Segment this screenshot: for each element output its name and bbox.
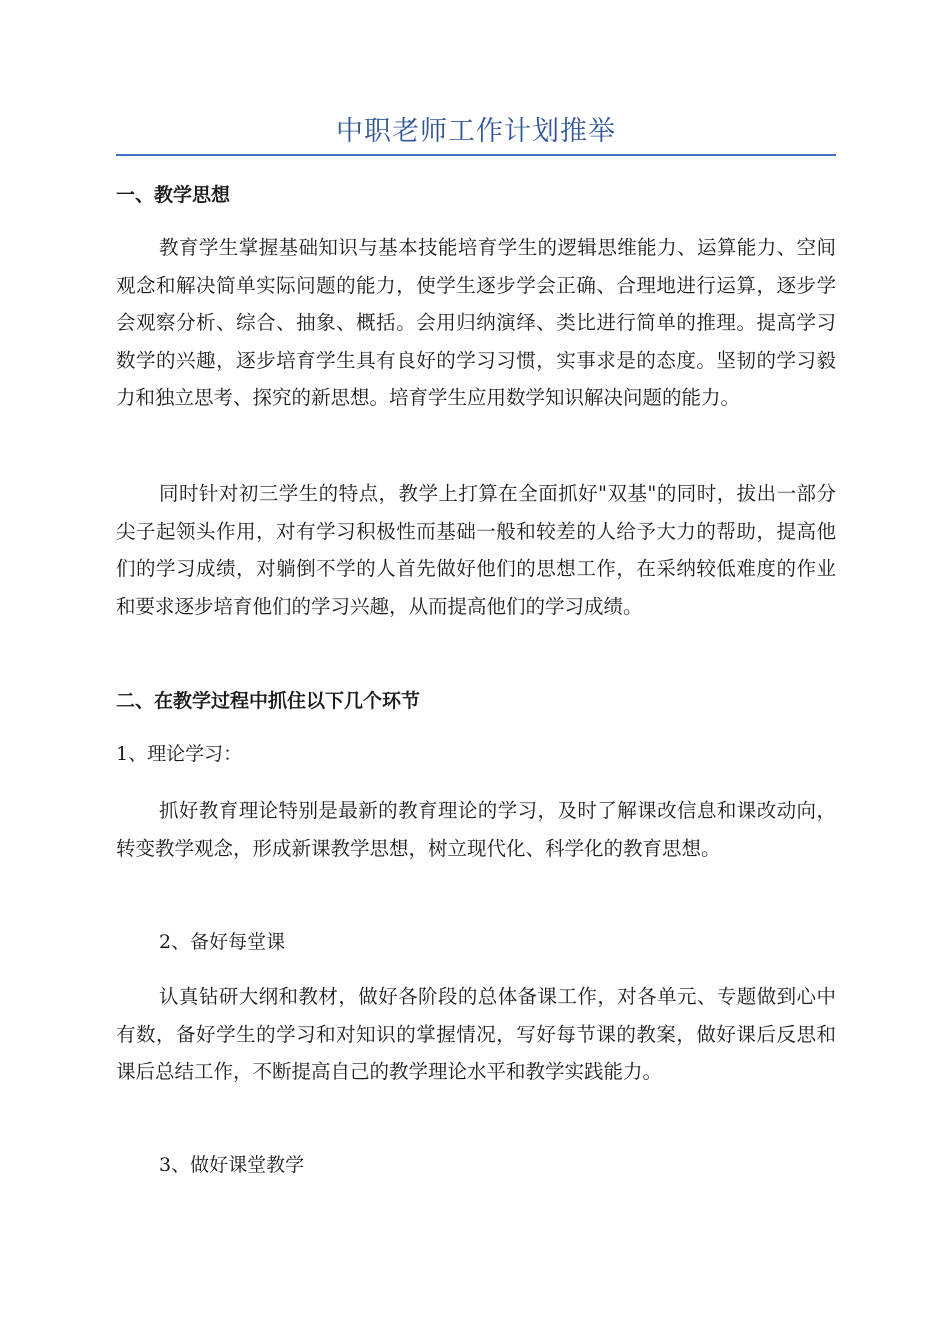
section2-heading: 二、在教学过程中抓住以下几个环节 (116, 690, 421, 712)
section1-paragraph-1: 教育学生掌握基础知识与基本技能培育学生的逻辑思维能力、运算能力、空间观念和解决简单实际问题的能力，使学生逐步学会正确、合理地进行运算，逐步学会观察分析、综合、抽象、概括。会用归纳演绎、类比进行简单的推理。提高学习数学的兴趣，逐步培育学生具有良好的学习习惯，实事求是的态度。坚韧的学习毅力和独立思考、探究的新思想。培育学生应用数学知识解决问题的能力。 (116, 236, 836, 409)
document-title: 中职老师工作计划推举 (336, 116, 616, 147)
item-1-label: 1、理论学习： (116, 743, 243, 765)
title-underline (116, 154, 836, 156)
item-1-paragraph: 抓好教育理论特别是最新的教育理论的学习，及时了解课改信息和课改动向，转变教学观念，形成新课教学思想，树立现代化、科学化的教育思想。 (116, 799, 836, 860)
item-3-label: 3、做好课堂教学 (159, 1154, 305, 1176)
section1-paragraph-2: 同时针对初三学生的特点，教学上打算在全面抓好"双基"的同时，拔出一部分尖子起领头作用，对有学习积极性而基础一般和较差的人给予大力的帮助，提高他们的学习成绩，对躺倒不学的人首先做好他们的思想工作，在采纳较低难度的作业和要求逐步培育他们的学习兴趣，从而提高他们的学习成绩。 (116, 482, 836, 618)
section1-heading: 一、教学思想 (116, 184, 231, 206)
item-2-paragraph: 认真钻研大纲和教材，做好各阶段的总体备课工作，对各单元、专题做到心中有数，备好学生的学习和对知识的掌握情况，写好每节课的教案，做好课后反思和课后总结工作，不断提高自己的教学理论水平和教学实践能力。 (116, 985, 836, 1083)
item-2-label: 2、备好每堂课 (159, 931, 286, 953)
